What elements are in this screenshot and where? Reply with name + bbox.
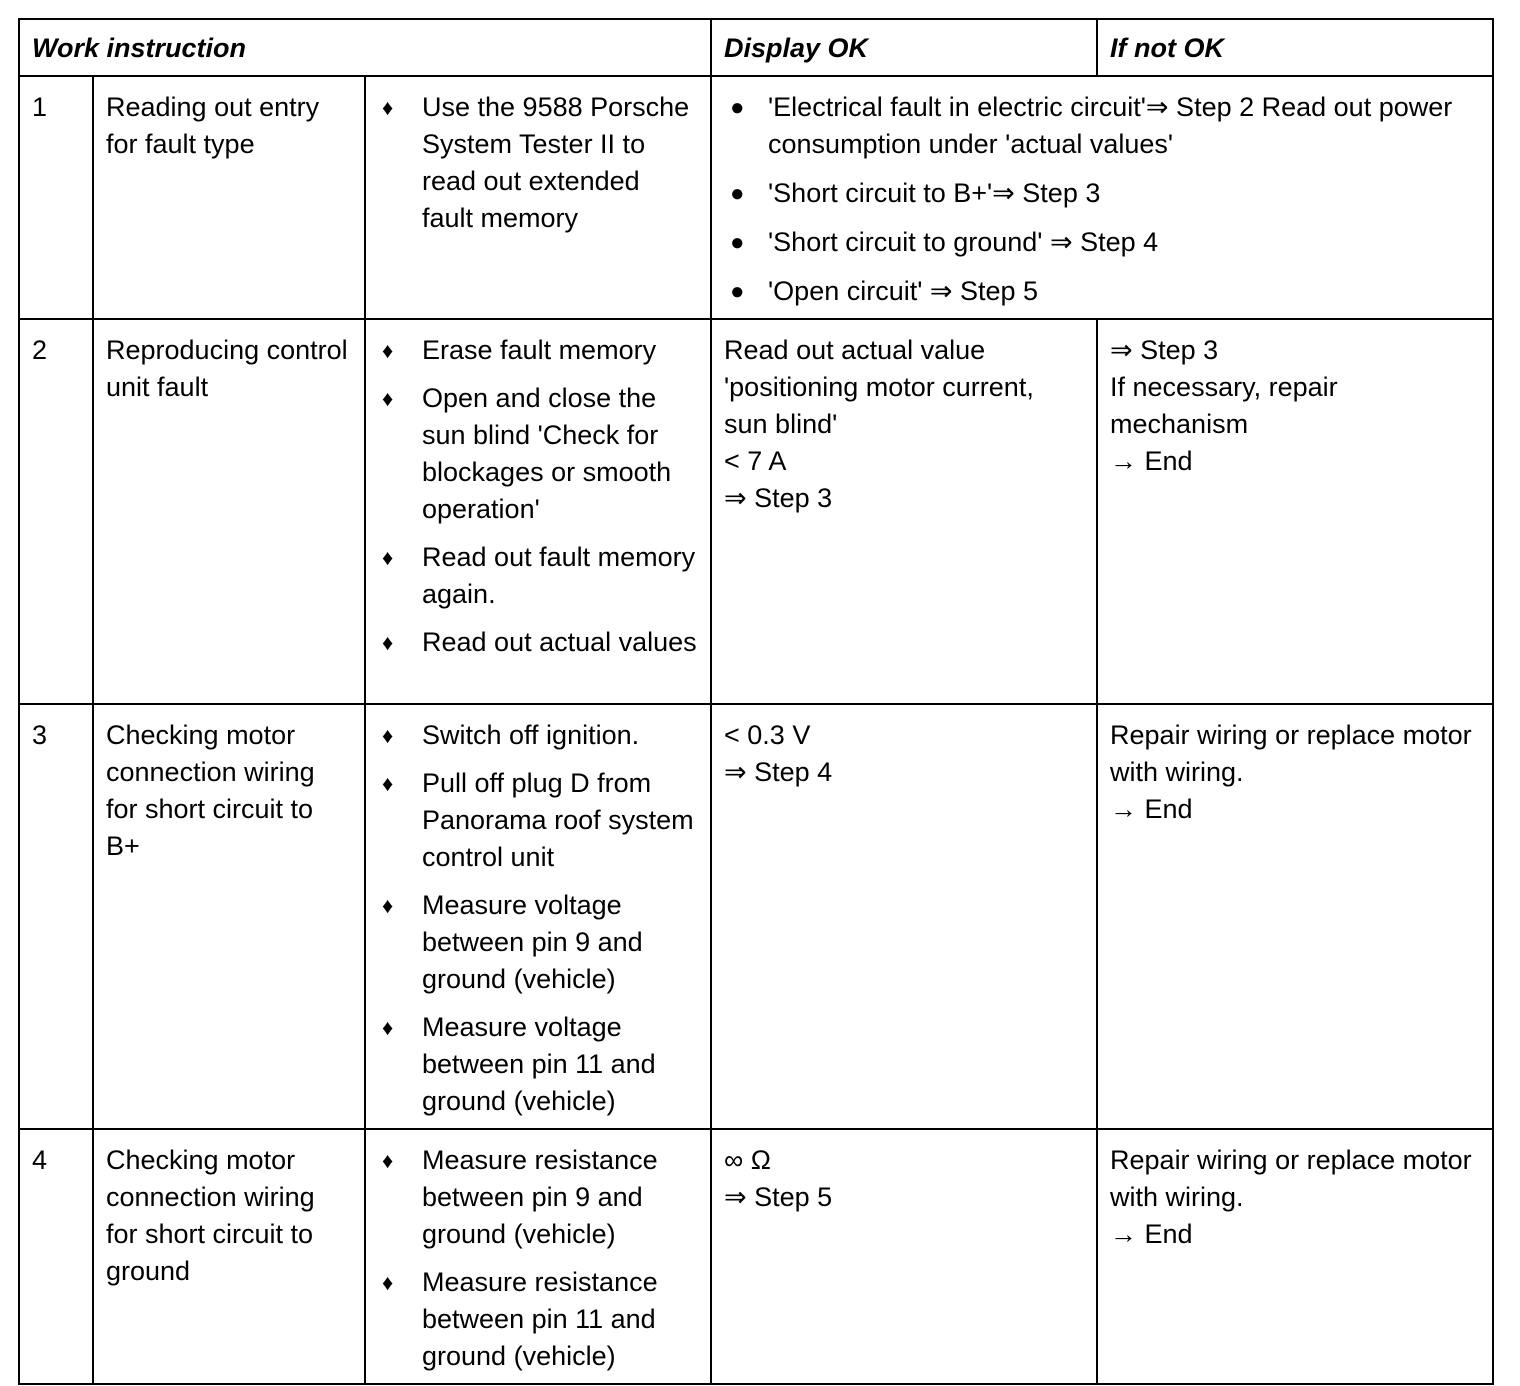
instruction-text: Use the 9588 Porsche System Tester II to read out extended fault memory <box>422 92 690 233</box>
result-text: 'Short circuit to ground' ⇒ Step 4 <box>768 227 1159 257</box>
display-ok-line: Read out actual value 'positioning motor current, sun blind' <box>724 335 1034 439</box>
diamond-bullet-icon: ♦ <box>382 386 394 411</box>
step-number: 2 <box>19 319 93 704</box>
work-instruction-table <box>18 18 1494 1385</box>
dot-bullet-icon: ● <box>730 94 745 121</box>
if-not-ok-cell <box>1097 319 1493 704</box>
diamond-bullet-icon: ♦ <box>382 545 394 570</box>
instruction-text: Measure voltage between pin 11 and ground (vehicle) <box>422 1012 656 1116</box>
not-ok-line: → End <box>1110 794 1193 824</box>
header-row <box>19 19 1493 76</box>
table-row <box>19 76 1493 319</box>
display-ok-line: < 7 A <box>724 446 787 476</box>
diamond-bullet-icon: ♦ <box>382 338 394 363</box>
step-title: Checking motor connection wiring for short circuit to B+ <box>93 704 365 1129</box>
not-ok-line: Repair wiring or replace motor with wiring. <box>1110 720 1472 787</box>
display-ok-cell <box>711 704 1097 1129</box>
step-title: Reproducing control unit fault <box>93 319 365 704</box>
table-row <box>19 1129 1493 1384</box>
step-number: 3 <box>19 704 93 1129</box>
result-text: 'Short circuit to B+'⇒ Step 3 <box>768 178 1101 208</box>
instruction-item <box>378 717 698 754</box>
table-row <box>19 704 1493 1129</box>
result-text: 'Open circuit' ⇒ Step 5 <box>768 276 1039 306</box>
not-ok-line: → End <box>1110 446 1193 476</box>
instructions-cell <box>365 704 711 1129</box>
instruction-item <box>378 539 698 613</box>
not-ok-line: If necessary, repair mechanism <box>1110 372 1338 439</box>
display-ok-line: ⇒ Step 4 <box>724 757 833 787</box>
instruction-text: Pull off plug D from Panorama roof system control unit <box>422 768 694 872</box>
dot-bullet-icon: ● <box>730 180 745 207</box>
instruction-item <box>378 624 698 661</box>
display-ok-line: ∞ Ω <box>724 1145 771 1175</box>
instruction-item <box>378 1142 698 1253</box>
result-item <box>724 273 1480 310</box>
header-display-ok: Display OK <box>711 19 1097 76</box>
instruction-item <box>378 89 698 237</box>
display-ok-line: ⇒ Step 5 <box>724 1182 833 1212</box>
display-ok-cell <box>711 1129 1097 1384</box>
instruction-text: Measure resistance between pin 9 and ground (vehicle) <box>422 1145 658 1249</box>
instruction-text: Measure voltage between pin 9 and ground (vehicle) <box>422 890 643 994</box>
step-title: Reading out entry for fault type <box>93 76 365 319</box>
result-item <box>724 224 1480 261</box>
diamond-bullet-icon: ♦ <box>382 1015 394 1040</box>
instructions-cell <box>365 1129 711 1384</box>
instructions-cell <box>365 319 711 704</box>
instruction-item <box>378 332 698 369</box>
not-ok-line: ⇒ Step 3 <box>1110 335 1219 365</box>
dot-bullet-icon: ● <box>730 278 745 305</box>
step-title: Checking motor connection wiring for short circuit to ground <box>93 1129 365 1384</box>
instruction-text: Measure resistance between pin 11 and ground (vehicle) <box>422 1267 658 1371</box>
display-ok-cell <box>711 319 1097 704</box>
header-if-not-ok: If not OK <box>1097 19 1493 76</box>
diamond-bullet-icon: ♦ <box>382 630 394 655</box>
instruction-item <box>378 1264 698 1375</box>
if-not-ok-cell <box>1097 704 1493 1129</box>
result-item <box>724 89 1480 163</box>
step-number: 1 <box>19 76 93 319</box>
diamond-bullet-icon: ♦ <box>382 723 394 748</box>
not-ok-line: Repair wiring or replace motor with wiring. <box>1110 1145 1472 1212</box>
diamond-bullet-icon: ♦ <box>382 771 394 796</box>
instruction-item <box>378 765 698 876</box>
not-ok-line: → End <box>1110 1219 1193 1249</box>
instruction-text: Read out actual values <box>422 627 697 657</box>
diamond-bullet-icon: ♦ <box>382 1270 394 1295</box>
display-ok-line: < 0.3 V <box>724 720 811 750</box>
instruction-text: Open and close the sun blind 'Check for blockages or smooth operation' <box>422 383 672 524</box>
step-number: 4 <box>19 1129 93 1384</box>
display-ok-line: ⇒ Step 3 <box>724 483 833 513</box>
instruction-item <box>378 887 698 998</box>
table-row <box>19 319 1493 704</box>
instruction-text: Erase fault memory <box>422 335 657 365</box>
if-not-ok-cell <box>1097 1129 1493 1384</box>
diamond-bullet-icon: ♦ <box>382 893 394 918</box>
result-item <box>724 175 1480 212</box>
instruction-item <box>378 380 698 528</box>
instructions-cell <box>365 76 711 319</box>
instruction-item <box>378 1009 698 1120</box>
header-work-instruction: Work instruction <box>19 19 711 76</box>
instruction-text: Read out fault memory again. <box>422 542 696 609</box>
diamond-bullet-icon: ♦ <box>382 95 394 120</box>
dot-bullet-icon: ● <box>730 229 745 256</box>
display-ok-cell <box>711 76 1493 319</box>
instruction-text: Switch off ignition. <box>422 720 640 750</box>
diamond-bullet-icon: ♦ <box>382 1148 394 1173</box>
result-text: 'Electrical fault in electric circuit'⇒ Step 2 Read out power consumption under 'actual values' <box>768 92 1453 159</box>
